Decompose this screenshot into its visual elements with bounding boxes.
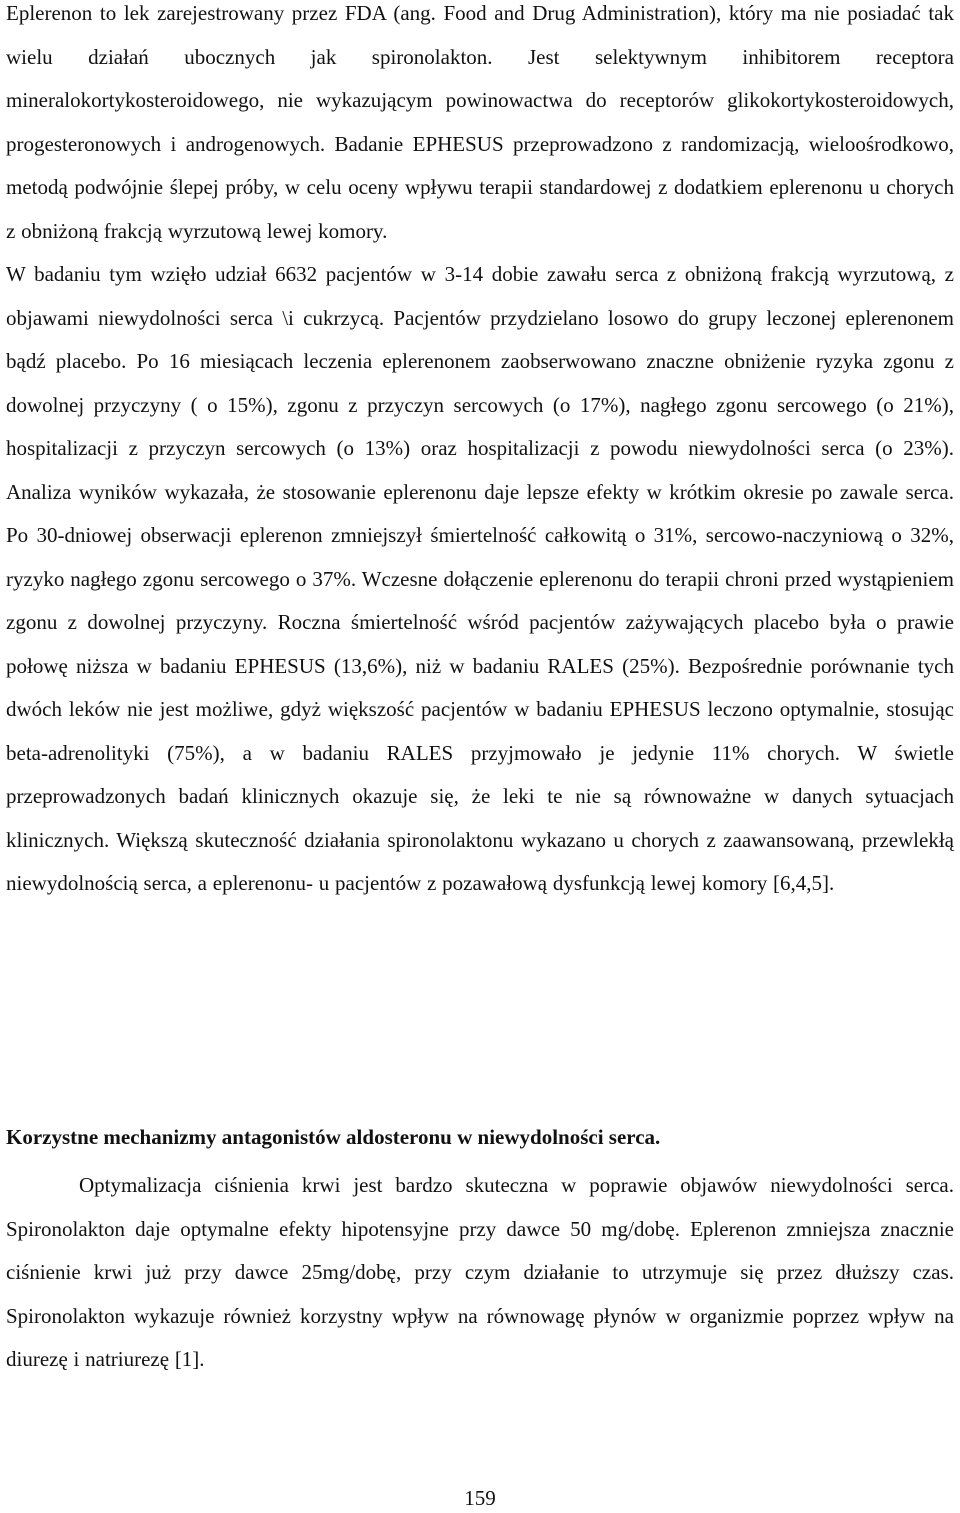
document-page <box>6 0 954 1371</box>
paragraph-ephesus-results: W badaniu tym wzięło udział 6632 pacjentów w 3-14 dobie zawału serca z obniżoną frakcją wyrzutową, z objawami niewydolności serca \i cukrzycą. Pacjentów przydzielano losowo do grupy leczonej eplerenonem bądź placebo. Po 16 miesiącach leczenia eplerenonem zaobserwowano znaczne obniżenie ryzyka zgonu z dowolnej przyczyny ( o 15%), zgonu z przyczyn sercowych (o 17%), nagłego zgonu sercowego (o 21%), hospitalizacji z przyczyn sercowych (o 13%) oraz hospitalizacji z powodu niewydolności serca (o 23%). Analiza wyników wykazała, że stosowanie eplerenonu daje lepsze efekty w krótkim okresie po zawale serca. Po 30-dniowej obserwacji eplerenon zmniejszył śmiertelność całkowitą o 31%, sercowo-naczyniową o 32%, ryzyko nagłego zgonu sercowego o 37%. Wczesne dołączenie eplerenonu do terapii chroni przed wystąpieniem zgonu z dowolnej przyczyny. Roczna śmiertelność wśród pacjentów zażywających placebo była o prawie połowę niższa w badaniu EPHESUS (13,6%), niż w badaniu RALES (25%). Bezpośrednie porównanie tych dwóch leków nie jest możliwe, gdyż większość pacjentów w badaniu EPHESUS leczono optymalnie, stosując beta-adrenolityki (75%), a w badaniu RALES przyjmowało je jedynie 11% chorych. W świetle przeprowadzonych badań klinicznych okazuje się, że leki te nie są równoważne w danych sytuacjach klinicznych. Większą skuteczność działania spironolaktonu wykazano u chorych z zaawansowaną, przewlekłą niewydolnością serca, a eplerenonu- u pacjentów z pozawałową dysfunkcją lewej komory [6,4,5]. <box>6 262 954 895</box>
paragraph-eplerenon-intro: Eplerenon to lek zarejestrowany przez FDA (ang. Food and Drug Administration), który ma nie posiadać tak wielu działań ubocznych jak spironolakton. Jest selektywnym inhibitorem receptora mineralokortykosteroidowego, nie wykazującym powinowactwa do receptorów glikokortykosteroidowych, progesteronowych i androgenowych. Badanie EPHESUS przeprowadzono z randomizacją, wieloośrodkowo, metodą podwójnie ślepej próby, w celu oceny wpływu terapii standardowej z dodatkiem eplerenonu u chorych z obniżoną frakcją wyrzutową lewej komory. <box>6 1 954 243</box>
page-number: 159 <box>464 1486 496 1510</box>
paragraph-blood-pressure: Optymalizacja ciśnienia krwi jest bardzo skuteczna w poprawie objawów niewydolności serca. Spironolakton daje optymalne efekty hipotensyjne przy dawce 50 mg/dobę. Eplerenon zmniejsza znacznie ciśnienie krwi już przy dawce 25mg/dobę, przy czym działanie to utrzymuje się przez dłuższy czas. Spironolakton wykazuje również korzystny wpływ na równowagę płynów w organizmie poprzez wpływ na diurezę i natriurezę [1]. <box>6 1173 954 1371</box>
section-heading: Korzystne mechanizmy antagonistów aldosteronu w niewydolności serca. <box>6 1125 661 1149</box>
